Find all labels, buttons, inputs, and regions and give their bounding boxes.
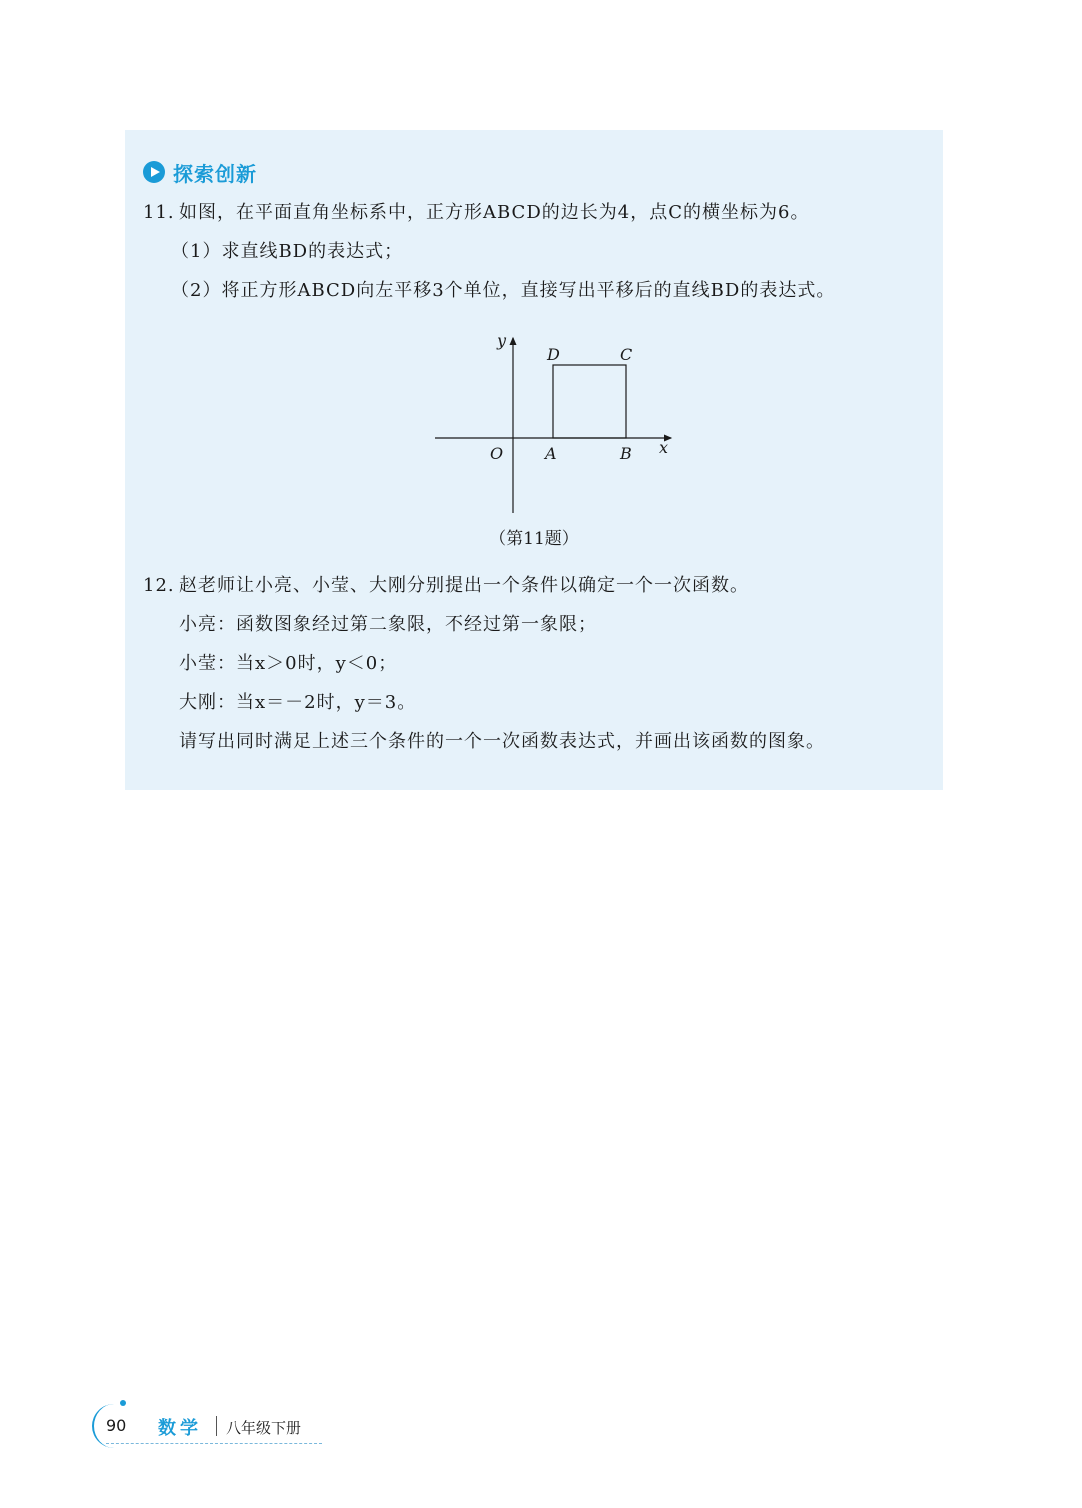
subject-name: 数学 [158, 1418, 202, 1439]
problem-12-line-1: 小亮：函数图象经过第二象限，不经过第一象限； [179, 614, 597, 635]
problem-12-text: 赵老师让小亮、小莹、大刚分别提出一个条件以确定一个一次函数。 [179, 575, 749, 596]
label-o: O [490, 444, 504, 463]
problem-12-number: 12. [143, 575, 175, 596]
problem-12-statement [143, 573, 749, 599]
section-title: 探索创新 [173, 161, 257, 186]
label-b: B [620, 444, 632, 463]
footer-dashed-rule [106, 1443, 322, 1444]
problem-12-line-2: 小莹：当x＞0时，y＜0； [179, 653, 398, 674]
play-circle-icon [143, 161, 165, 183]
square-abcd [553, 365, 626, 438]
problem-12-line-3: 大刚：当x＝－2时，y＝3。 [179, 692, 417, 713]
page-number: 90 [106, 1416, 127, 1435]
label-a: A [545, 444, 557, 463]
label-y: y [497, 331, 507, 350]
coordinate-figure [433, 330, 683, 520]
label-c: C [620, 345, 633, 364]
exercise-panel [125, 130, 943, 790]
problem-11-statement [143, 200, 809, 226]
label-x: x [659, 438, 669, 457]
grade-label: 八年级下册 [226, 1419, 302, 1437]
problem-11-text: 如图，在平面直角坐标系中，正方形ABCD的边长为4，点C的横坐标为6。 [179, 202, 810, 223]
figure-caption: （第11题） [489, 529, 579, 549]
problem-12-line-4: 请写出同时满足上述三个条件的一个一次函数表达式，并画出该函数的图象。 [179, 731, 825, 752]
coordinate-diagram [433, 330, 683, 520]
problem-11-part-2: （2）将正方形ABCD向左平移3个单位，直接写出平移后的直线BD的表达式。 [171, 280, 836, 301]
label-d: D [547, 345, 560, 364]
page-footer [92, 1400, 502, 1452]
problem-11-number: 11. [143, 202, 175, 223]
footer-dot-decoration [120, 1400, 126, 1406]
section-header [143, 158, 257, 186]
problem-11-part-1: （1）求直线BD的表达式； [171, 241, 404, 262]
footer-separator [216, 1416, 217, 1436]
